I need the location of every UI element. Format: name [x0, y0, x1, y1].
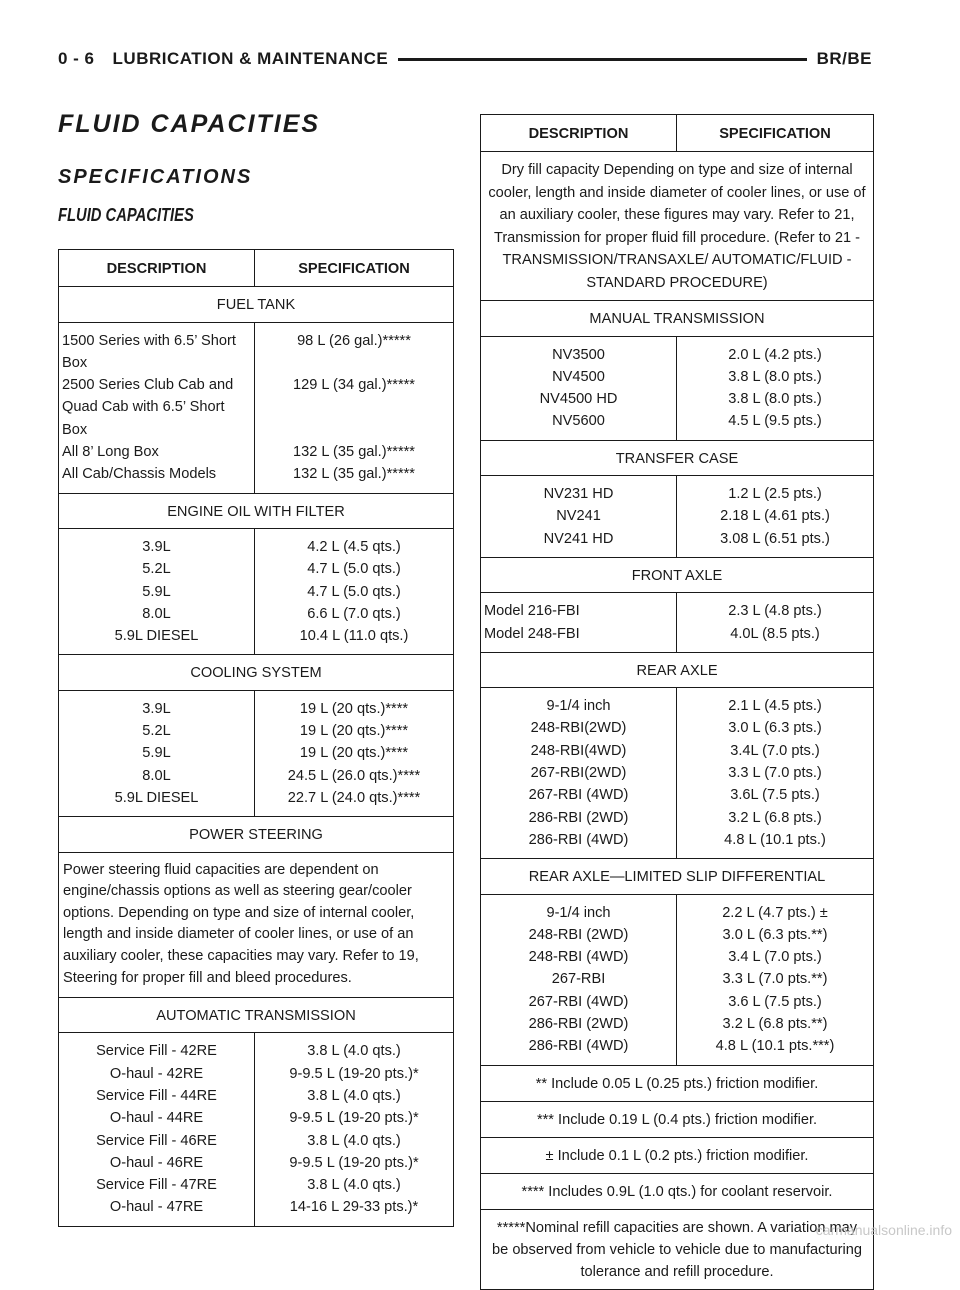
watermark-text: carmanualsonline.info [815, 1222, 952, 1238]
specification-cell: 4.8 L (10.1 pts.***) [715, 1038, 835, 1055]
specification-cell: 98 L (26 gal.)***** [297, 332, 411, 349]
description-cell: 248-RBI(2WD) [481, 717, 677, 739]
table-row [481, 1013, 874, 1035]
specification-cell: 3.3 L (7.0 pts.**) [722, 971, 828, 988]
description-cell: All Cab/Chassis Models [59, 463, 255, 493]
specification-cell: 1.2 L (2.5 pts.) [728, 486, 822, 503]
specification-cell: 10.4 L (11.0 qts.) [299, 628, 409, 645]
right-capacity-table [480, 114, 874, 1290]
description-cell: 248-RBI(4WD) [481, 740, 677, 762]
description-cell: 286-RBI (2WD) [481, 807, 677, 829]
section-title-manual-trans: MANUAL TRANSMISSION [481, 301, 874, 336]
table-row [59, 742, 454, 764]
table-row [59, 765, 454, 787]
description-cell: 1500 Series with 6.5’ Short Box [59, 322, 255, 374]
dry-fill-note: Dry fill capacity Depending on type and size of internal cooler, length and inside diameter of cooler lines, or use of an auxiliary cooler, these figures may vary. Refer to 21, Transmission for proper fluid fill procedure. (Refer to 21 - TRANSMISSION/TRANSAXLE/ AUTOMATIC/FLUID - STANDARD PROCEDURE) [481, 152, 874, 301]
col-header-description: DESCRIPTION [59, 250, 255, 287]
specification-cell: 14-16 L 29-33 pts.)* [289, 1199, 419, 1216]
specification-cell: 132 L (35 gal.)***** [293, 444, 415, 461]
table-row [59, 1130, 454, 1152]
section-row [59, 655, 454, 690]
specification-cell: 4.2 L (4.5 qts.) [307, 538, 401, 555]
section-row [481, 301, 874, 336]
description-cell: Service Fill - 42RE [59, 1033, 255, 1063]
section-row [481, 859, 874, 894]
table-row [59, 528, 454, 558]
table-row [59, 322, 454, 374]
section-title-rear-axle-ls: REAR AXLE—LIMITED SLIP DIFFERENTIAL [481, 859, 874, 894]
power-steering-note: Power steering fluid capacities are dependent on engine/chassis options as well as steering gear/cooler options. Depending on type and size of internal cooler, length and inside diameter of cooler lines, or use of an auxiliary cooler, these capacities may vary. Refer to 19, Steering for proper fill and bleed procedures. [63, 861, 419, 986]
specification-cell: 3.6 L (7.5 pts.) [728, 993, 822, 1010]
left-capacity-table [58, 249, 454, 1227]
specification-cell: 19 L (20 qts.)**** [299, 723, 409, 740]
description-cell: 5.9L DIESEL [59, 625, 255, 655]
description-cell: 286-RBI (2WD) [481, 1013, 677, 1035]
dry-fill-note-row [481, 152, 874, 301]
specification-cell: 3.8 L (4.0 qts.) [307, 1132, 401, 1149]
description-cell: 267-RBI [481, 968, 677, 990]
specification-cell: 3.3 L (7.0 pts.) [728, 765, 822, 782]
description-cell: 248-RBI (4WD) [481, 946, 677, 968]
specification-cell: 4.7 L (5.0 qts.) [307, 561, 401, 578]
description-cell: 286-RBI (4WD) [481, 829, 677, 859]
description-cell: 3.9L [59, 528, 255, 558]
page-title: FLUID CAPACITIES [58, 110, 321, 138]
specification-cell: 24.5 L (26.0 qts.)**** [287, 767, 421, 784]
table-row [481, 688, 874, 718]
table-row [59, 581, 454, 603]
specification-cell: 4.5 L (9.5 pts.) [728, 413, 822, 430]
specification-cell: 3.8 L (4.0 qts.) [307, 1177, 401, 1194]
description-cell: 267-RBI(2WD) [481, 762, 677, 784]
section-title-transfer-case: TRANSFER CASE [481, 440, 874, 475]
table-row [59, 720, 454, 742]
specification-cell: 3.8 L (4.0 qts.) [307, 1043, 401, 1060]
table-row [59, 1107, 454, 1129]
description-cell: 8.0L [59, 765, 255, 787]
description-cell: NV3500 [481, 336, 677, 366]
description-cell: NV5600 [481, 410, 677, 440]
table-row [59, 1063, 454, 1085]
description-cell: Service Fill - 47RE [59, 1174, 255, 1196]
description-cell: 267-RBI (4WD) [481, 991, 677, 1013]
description-cell: Model 248-FBI [481, 623, 677, 653]
specification-cell: 9-9.5 L (19-20 pts.)* [289, 1110, 419, 1127]
table-row [481, 505, 874, 527]
table-row [481, 717, 874, 739]
description-cell: O-haul - 44RE [59, 1107, 255, 1129]
description-cell: 3.9L [59, 690, 255, 720]
footnote-text: *** Include 0.19 L (0.4 pts.) friction modifier. [481, 1101, 874, 1137]
table-row [481, 991, 874, 1013]
description-cell: 5.2L [59, 720, 255, 742]
footnote-row [481, 1137, 874, 1173]
table-row [481, 528, 874, 558]
table-row [59, 1033, 454, 1063]
description-cell: O-haul - 47RE [59, 1196, 255, 1226]
description-cell: All 8’ Long Box [59, 441, 255, 463]
specification-cell: 3.0 L (6.3 pts.**) [722, 926, 828, 943]
table-row [481, 388, 874, 410]
col-header-specification: SPECIFICATION [677, 115, 874, 152]
description-cell: Service Fill - 44RE [59, 1085, 255, 1107]
specification-cell: 3.8 L (8.0 pts.) [728, 368, 822, 385]
table-row [59, 374, 454, 441]
table-row [59, 690, 454, 720]
footnote-row [481, 1209, 874, 1289]
power-steering-note-row [59, 852, 454, 998]
subsection-title: FLUID CAPACITIES [58, 205, 194, 225]
description-cell: 2500 Series Club Cab and Quad Cab with 6.5’ Short Box [59, 374, 255, 441]
table-row [59, 625, 454, 655]
table-row [481, 762, 874, 784]
description-cell: O-haul - 46RE [59, 1152, 255, 1174]
specification-cell: 3.2 L (6.8 pts.) [728, 809, 822, 826]
specification-cell: 4.8 L (10.1 pts.) [724, 831, 826, 848]
section-row [481, 440, 874, 475]
table-row [481, 829, 874, 859]
section-row [59, 998, 454, 1033]
page-header [58, 46, 872, 72]
description-cell: NV241 HD [481, 528, 677, 558]
table-row [481, 1035, 874, 1065]
specification-cell: 4.7 L (5.0 qts.) [307, 583, 401, 600]
description-cell: Service Fill - 46RE [59, 1130, 255, 1152]
description-cell: 8.0L [59, 603, 255, 625]
description-cell: 5.9L [59, 742, 255, 764]
section-row [59, 493, 454, 528]
section-title-rear-axle: REAR AXLE [481, 652, 874, 687]
section-row [59, 287, 454, 322]
table-row [481, 410, 874, 440]
specification-cell: 3.0 L (6.3 pts.) [728, 720, 822, 737]
description-cell: O-haul - 42RE [59, 1063, 255, 1085]
table-row [481, 924, 874, 946]
table-row [481, 784, 874, 806]
specification-cell: 19 L (20 qts.)**** [299, 745, 409, 762]
table-row [59, 1196, 454, 1226]
page-number: 0 - 6 [58, 49, 95, 68]
header-rule [398, 58, 806, 61]
specification-cell: 3.6L (7.5 pts.) [730, 787, 820, 804]
table-row [59, 441, 454, 463]
specification-cell: 129 L (34 gal.)***** [293, 377, 415, 394]
footnote-text: **** Includes 0.9L (1.0 qts.) for coolant reservoir. [481, 1173, 874, 1209]
table-row [59, 1174, 454, 1196]
footnote-text: *****Nominal refill capacities are shown. A variation may be observed from vehicle to vehicle due to manufacturing tolerance and refill procedure. [481, 1209, 874, 1289]
section-title-auto-trans: AUTOMATIC TRANSMISSION [59, 998, 454, 1033]
description-cell: 5.9L [59, 581, 255, 603]
specification-cell: 3.8 L (8.0 pts.) [728, 391, 822, 408]
section-row [481, 652, 874, 687]
section-row [481, 557, 874, 592]
specification-cell: 19 L (20 qts.)**** [299, 700, 409, 717]
table-row [481, 366, 874, 388]
table-row [481, 476, 874, 506]
specification-cell: 3.08 L (6.51 pts.) [720, 530, 830, 547]
specification-cell: 3.2 L (6.8 pts.**) [722, 1016, 828, 1033]
description-cell: NV241 [481, 505, 677, 527]
specification-cell: 2.3 L (4.8 pts.) [728, 603, 822, 620]
section-title: SPECIFICATIONS [58, 166, 253, 188]
specification-cell: 4.0L (8.5 pts.) [730, 625, 820, 642]
section-title-power-steering: POWER STEERING [59, 817, 454, 852]
footnote-row [481, 1101, 874, 1137]
table-row [59, 1085, 454, 1107]
specification-cell: 22.7 L (24.0 qts.)**** [287, 789, 421, 806]
table-row [481, 894, 874, 924]
table-row [481, 593, 874, 623]
section-title-front-axle: FRONT AXLE [481, 557, 874, 592]
table-header-row [59, 250, 454, 287]
description-cell: 5.9L DIESEL [59, 787, 255, 817]
table-row [481, 968, 874, 990]
description-cell: Model 216-FBI [481, 593, 677, 623]
section-title-engine-oil: ENGINE OIL WITH FILTER [59, 493, 454, 528]
description-cell: NV4500 [481, 366, 677, 388]
specification-cell: 132 L (35 gal.)***** [293, 466, 415, 483]
specification-cell: 9-9.5 L (19-20 pts.)* [289, 1065, 419, 1082]
model-code: BR/BE [816, 49, 872, 68]
description-cell: 286-RBI (4WD) [481, 1035, 677, 1065]
section-title-cooling: COOLING SYSTEM [59, 655, 454, 690]
description-cell: 248-RBI (2WD) [481, 924, 677, 946]
section-title-fuel-tank: FUEL TANK [59, 287, 454, 322]
specification-cell: 3.4 L (7.0 pts.) [728, 949, 822, 966]
section-row [59, 817, 454, 852]
footnote-text: ± Include 0.1 L (0.2 pts.) friction modifier. [481, 1137, 874, 1173]
description-cell: NV231 HD [481, 476, 677, 506]
description-cell: 9-1/4 inch [481, 894, 677, 924]
table-header-row [481, 115, 874, 152]
footnote-row [481, 1173, 874, 1209]
table-row [481, 623, 874, 653]
table-row [59, 558, 454, 580]
section-name: LUBRICATION & MAINTENANCE [112, 49, 389, 68]
table-row [481, 946, 874, 968]
table-row [59, 1152, 454, 1174]
specification-cell: 3.8 L (4.0 qts.) [307, 1087, 401, 1104]
description-cell: 267-RBI (4WD) [481, 784, 677, 806]
footnote-text: ** Include 0.05 L (0.25 pts.) friction modifier. [481, 1065, 874, 1101]
description-cell: 9-1/4 inch [481, 688, 677, 718]
description-cell: NV4500 HD [481, 388, 677, 410]
specification-cell: 2.1 L (4.5 pts.) [728, 698, 822, 715]
specification-cell: 9-9.5 L (19-20 pts.)* [289, 1154, 419, 1171]
description-cell: 5.2L [59, 558, 255, 580]
table-row [59, 463, 454, 493]
table-row [59, 603, 454, 625]
specification-cell: 2.18 L (4.61 pts.) [720, 508, 830, 525]
table-row [481, 740, 874, 762]
specification-cell: 3.4L (7.0 pts.) [730, 742, 820, 759]
specification-cell: 6.6 L (7.0 qts.) [307, 605, 401, 622]
specification-cell: 2.2 L (4.7 pts.) ± [722, 904, 828, 921]
col-header-specification: SPECIFICATION [255, 250, 454, 287]
table-row [59, 787, 454, 817]
footnote-row [481, 1065, 874, 1101]
table-row [481, 336, 874, 366]
table-row [481, 807, 874, 829]
specification-cell: 2.0 L (4.2 pts.) [728, 346, 822, 363]
col-header-description: DESCRIPTION [481, 115, 677, 152]
